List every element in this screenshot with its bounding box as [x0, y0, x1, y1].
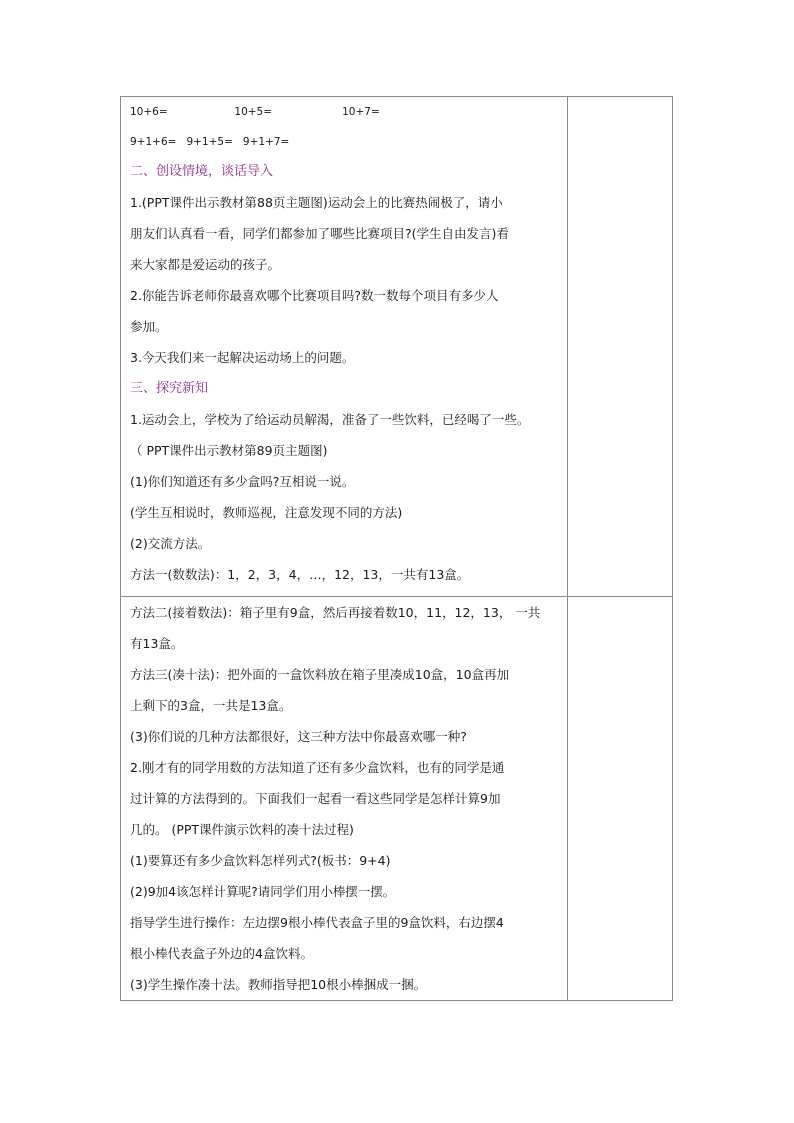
calc-line: 10+6= 10+5= 10+7= [130, 106, 380, 118]
notes-cell [568, 97, 673, 597]
text-line: 有13盒。 [130, 636, 184, 651]
table-row [121, 97, 673, 597]
text-line: (1)要算还有多少盒饮料怎样列式?(板书：9+4) [130, 853, 391, 868]
text-line: (1)你们知道还有多少盒吗?互相说一说。 [130, 474, 355, 489]
section-heading: 三、探究新知 [130, 381, 209, 396]
calc-line: 9+1+6= 9+1+5= 9+1+7= [130, 136, 290, 148]
text-line: （ PPT课件出示教材第89页主题图) [130, 443, 328, 458]
text-line: 几的。 (PPT课件演示饮料的凑十法过程) [130, 822, 354, 837]
text-line: 上剩下的3盒，一共是13盒。 [130, 698, 292, 713]
text-line: (学生互相说时，教师巡视，注意发现不同的方法) [130, 505, 403, 520]
text-line: 指导学生进行操作：左边摆9根小棒代表盒子里的9盒饮料，右边摆4 [130, 915, 504, 930]
text-line: 方法三(凑十法)：把外面的一盒饮料放在箱子里凑成10盒，10盒再加 [130, 667, 510, 682]
text-line: 方法一(数数法)：1，2，3，4，…，12，13，一共有13盒。 [130, 567, 470, 582]
text-line: (2)9加4该怎样计算呢?请同学们用小棒摆一摆。 [130, 884, 396, 899]
text-line: 方法二(接着数法)：箱子里有9盒，然后再接着数10，11，12，13， 一共 [130, 605, 541, 620]
lesson-plan-table [120, 96, 673, 1001]
text-line: 参加。 [130, 319, 168, 334]
table-row [121, 597, 673, 1001]
text-line: (3)你们说的几种方法都很好，这三种方法中你最喜欢哪一种? [130, 729, 467, 744]
text-line: (2)交流方法。 [130, 536, 211, 551]
content-cell [121, 597, 568, 1001]
content-cell [121, 97, 568, 597]
text-line: 根小棒代表盒子外边的4盒饮料。 [130, 946, 313, 961]
text-line: 3.今天我们来一起解决运动场上的问题。 [130, 350, 355, 365]
notes-cell [568, 597, 673, 1001]
text-line: 2.刚才有的同学用数的方法知道了还有多少盒饮料，也有的同学是通 [130, 760, 505, 775]
text-line: 1.运动会上，学校为了给运动员解渴，准备了一些饮料，已经喝了一些。 [130, 412, 530, 427]
text-line: 1.(PPT课件出示教材第88页主题图)运动会上的比赛热闹极了，请小 [130, 195, 503, 210]
text-line: 朋友们认真看一看，同学们都参加了哪些比赛项目?(学生自由发言)看 [130, 226, 509, 241]
text-line: 来大家都是爱运动的孩子。 [130, 257, 281, 272]
text-line: 过计算的方法得到的。下面我们一起看一看这些同学是怎样计算9加 [130, 791, 501, 806]
text-line: (3)学生操作凑十法。教师指导把10根小棒捆成一捆。 [130, 977, 427, 992]
text-line: 2.你能告诉老师你最喜欢哪个比赛项目吗?数一数每个项目有多少人 [130, 288, 499, 303]
section-heading: 二、创设情境，谈话导入 [130, 164, 274, 179]
